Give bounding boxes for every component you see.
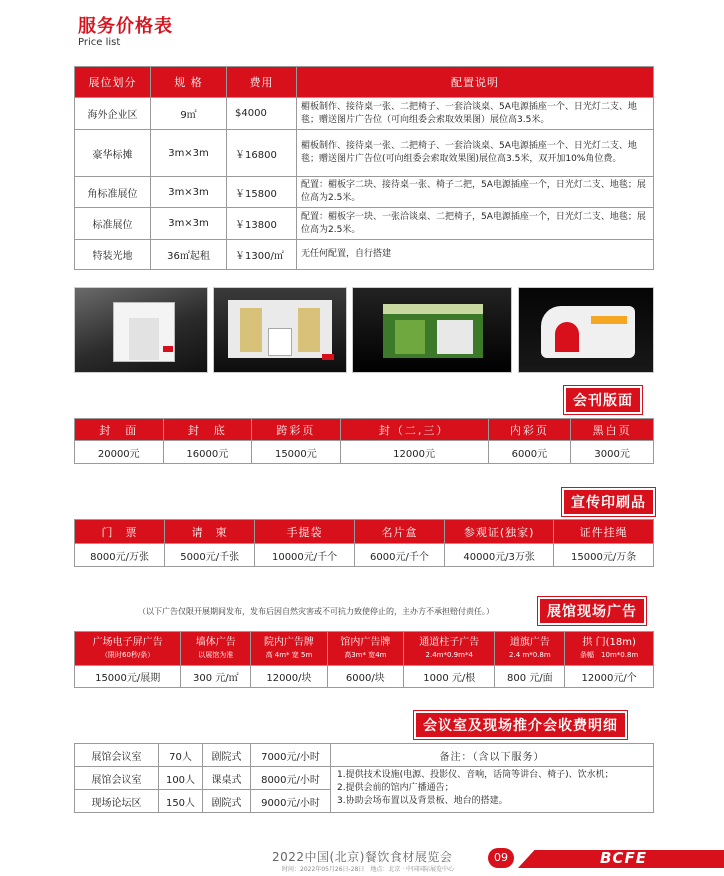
header-cell: 墙体广告 以展馆为准 xyxy=(181,632,251,666)
style-cell: 课桌式 xyxy=(203,767,251,790)
table-row xyxy=(75,666,654,688)
luxury-booth-photo xyxy=(213,287,347,373)
page-title: 服务价格表 xyxy=(78,16,173,37)
header-cell: 门 票 xyxy=(75,520,165,544)
config-cell: 配置：楣板字一块、一张洽谈桌、二把椅子，5A电源插座一个，日光灯二支、地毯；展位高为2.5米。 xyxy=(297,208,654,240)
header-cell: 广场电子屏广告 （限时60秒/条） xyxy=(75,632,181,666)
capacity-cell: 70人 xyxy=(159,744,203,767)
price-cell: 8000元/小时 xyxy=(251,767,331,790)
table-row xyxy=(75,98,654,130)
header-cell: 封（二,三） xyxy=(340,419,488,441)
header-spec: 规 格 xyxy=(151,67,227,98)
room-cell: 现场论坛区 xyxy=(75,790,159,813)
value-cell: 12000/块 xyxy=(251,666,327,688)
value-cell: 3000元 xyxy=(571,441,654,464)
meeting-room-table xyxy=(74,743,654,813)
value-cell: 40000元/3万张 xyxy=(445,544,554,567)
config-cell: 楣板制作、接待桌一张、二把椅子、一套洽谈桌、5A电源插座一个、日光灯二支、地毯；赠送图片广告位（可向组委会索取效果图）展位高3.5米。 xyxy=(297,98,654,130)
value-cell: 15000元 xyxy=(252,441,341,464)
capacity-cell: 100人 xyxy=(159,767,203,790)
catalog-ad-table xyxy=(74,418,654,464)
header-zone: 展位划分 xyxy=(75,67,151,98)
value-cell: 20000元 xyxy=(75,441,164,464)
table-row xyxy=(75,767,654,790)
value-cell: 1000 元/根 xyxy=(404,666,495,688)
value-cell: 8000元/万张 xyxy=(75,544,165,567)
expo-title: 2022中国(北京)餐饮食材展览会 xyxy=(272,850,453,864)
room-cell: 展馆会议室 xyxy=(75,767,159,790)
table-row xyxy=(75,177,654,208)
section-tag-print: 宣传印刷品 xyxy=(562,488,655,516)
header-cell: 拱 门(18m) 条幅 10m*0.8m xyxy=(565,632,654,666)
fee-cell: $4000 xyxy=(227,98,297,130)
header-cell: 道旗广告 2.4 m*0.8m xyxy=(495,632,565,666)
spec-cell: 9㎡ xyxy=(151,98,227,130)
zone-cell: 豪华标摊 xyxy=(75,130,151,177)
standard-booth-photo xyxy=(74,287,208,373)
fee-cell: ￥1300/㎡ xyxy=(227,240,297,270)
header-cell: 馆内广告牌 高3m* 宽4m xyxy=(327,632,403,666)
value-cell: 10000元/千个 xyxy=(255,544,355,567)
note-item: 1.提供技术设施(电源、投影仪、音响，话筒等讲台、椅子)、饮水机； xyxy=(337,770,614,780)
spec-cell: 36㎡起租 xyxy=(151,240,227,270)
spec-cell: 3m×3m xyxy=(151,177,227,208)
style-cell: 剧院式 xyxy=(203,790,251,813)
zone-cell: 海外企业区 xyxy=(75,98,151,130)
notes-title: 备注：（含以下服务） xyxy=(331,744,654,767)
header-cell: 封 面 xyxy=(75,419,164,441)
booth-photos xyxy=(74,287,654,373)
config-cell: 无任何配置，自行搭建 xyxy=(297,240,654,270)
config-cell: 配置：楣板字二块、接待桌一张、椅子二把，5A电源插座一个，日光灯二支、地毯；展位高为2.5米。 xyxy=(297,177,654,208)
value-cell: 6000元/千个 xyxy=(354,544,444,567)
header-cell: 通道柱子广告 2.4m*0.9m*4 xyxy=(404,632,495,666)
table-header-row xyxy=(75,67,654,98)
spec-cell: 3m×3m xyxy=(151,208,227,240)
capacity-cell: 150人 xyxy=(159,790,203,813)
value-cell: 300 元/㎡ xyxy=(181,666,251,688)
expo-date-location: 时间：2022年05月26日-28日 地点：北京 · 中国国际展览中心 xyxy=(282,866,455,873)
style-cell: 剧院式 xyxy=(203,744,251,767)
zone-cell: 角标准展位 xyxy=(75,177,151,208)
room-cell: 展馆会议室 xyxy=(75,744,159,767)
table-row xyxy=(75,130,654,177)
brand-logo: BCFE xyxy=(600,849,647,867)
zone-cell: 特装光地 xyxy=(75,240,151,270)
fee-cell: ￥16800 xyxy=(227,130,297,177)
section-tag-meeting: 会议室及现场推介会收费明细 xyxy=(414,711,627,739)
header-cell: 请 柬 xyxy=(165,520,255,544)
price-cell: 9000元/小时 xyxy=(251,790,331,813)
header-config: 配置说明 xyxy=(297,67,654,98)
page-footer xyxy=(0,840,724,876)
value-cell: 15000元/展期 xyxy=(75,666,181,688)
value-cell: 6000元 xyxy=(488,441,571,464)
header-cell: 跨彩页 xyxy=(252,419,341,441)
fee-cell: ￥15800 xyxy=(227,177,297,208)
print-material-table xyxy=(74,519,654,567)
custom-booth-photo xyxy=(518,287,654,373)
table-header-row xyxy=(75,632,654,666)
table-header-row xyxy=(75,419,654,441)
page-subtitle: Price list xyxy=(78,37,121,48)
section-tag-catalog: 会刊版面 xyxy=(564,386,642,414)
table-header-row xyxy=(75,520,654,544)
table-row xyxy=(75,744,654,767)
value-cell: 6000/块 xyxy=(327,666,403,688)
header-cell: 证件挂绳 xyxy=(554,520,654,544)
table-row xyxy=(75,544,654,567)
table-row xyxy=(75,208,654,240)
value-cell: 5000元/千张 xyxy=(165,544,255,567)
fee-cell: ￥13800 xyxy=(227,208,297,240)
notes-list xyxy=(331,767,654,813)
value-cell: 15000元/万条 xyxy=(554,544,654,567)
value-cell: 800 元/面 xyxy=(495,666,565,688)
spec-cell: 3m×3m xyxy=(151,130,227,177)
venue-ad-note: （以下广告仅限开展期间发布，发布后因自然灾害或不可抗力致使停止的，主办方不承担赔付责任。） xyxy=(138,607,494,616)
header-cell: 参观证(独家) xyxy=(445,520,554,544)
value-cell: 16000元 xyxy=(163,441,252,464)
header-cell: 院内广告牌 高 4m* 宽 5m xyxy=(251,632,327,666)
page-number: 09 xyxy=(488,848,514,868)
config-cell: 楣板制作、接待桌一张、二把椅子、一套洽谈桌、5A电源插座一个、日光灯二支、地毯；赠送图片广告位(可向组委会索取效果图)展位高3.5米，双开加10%角位费。 xyxy=(297,130,654,177)
header-cell: 黑白页 xyxy=(571,419,654,441)
booth-price-table xyxy=(74,66,654,270)
header-fee: 费用 xyxy=(227,67,297,98)
header-cell: 名片盒 xyxy=(354,520,444,544)
table-row xyxy=(75,240,654,270)
value-cell: 12000元/个 xyxy=(565,666,654,688)
corner-booth-photo xyxy=(352,287,512,373)
table-row xyxy=(75,441,654,464)
venue-ad-table xyxy=(74,631,654,688)
zone-cell: 标准展位 xyxy=(75,208,151,240)
note-item: 3.协助会场布置以及背景板、地台的搭建。 xyxy=(337,796,508,806)
section-tag-venue: 展馆现场广告 xyxy=(538,597,646,625)
header-cell: 内彩页 xyxy=(488,419,571,441)
header-cell: 手提袋 xyxy=(255,520,355,544)
value-cell: 12000元 xyxy=(340,441,488,464)
note-item: 2.提供会前的馆内广播通告； xyxy=(337,783,454,793)
price-cell: 7000元/小时 xyxy=(251,744,331,767)
header-cell: 封 底 xyxy=(163,419,252,441)
